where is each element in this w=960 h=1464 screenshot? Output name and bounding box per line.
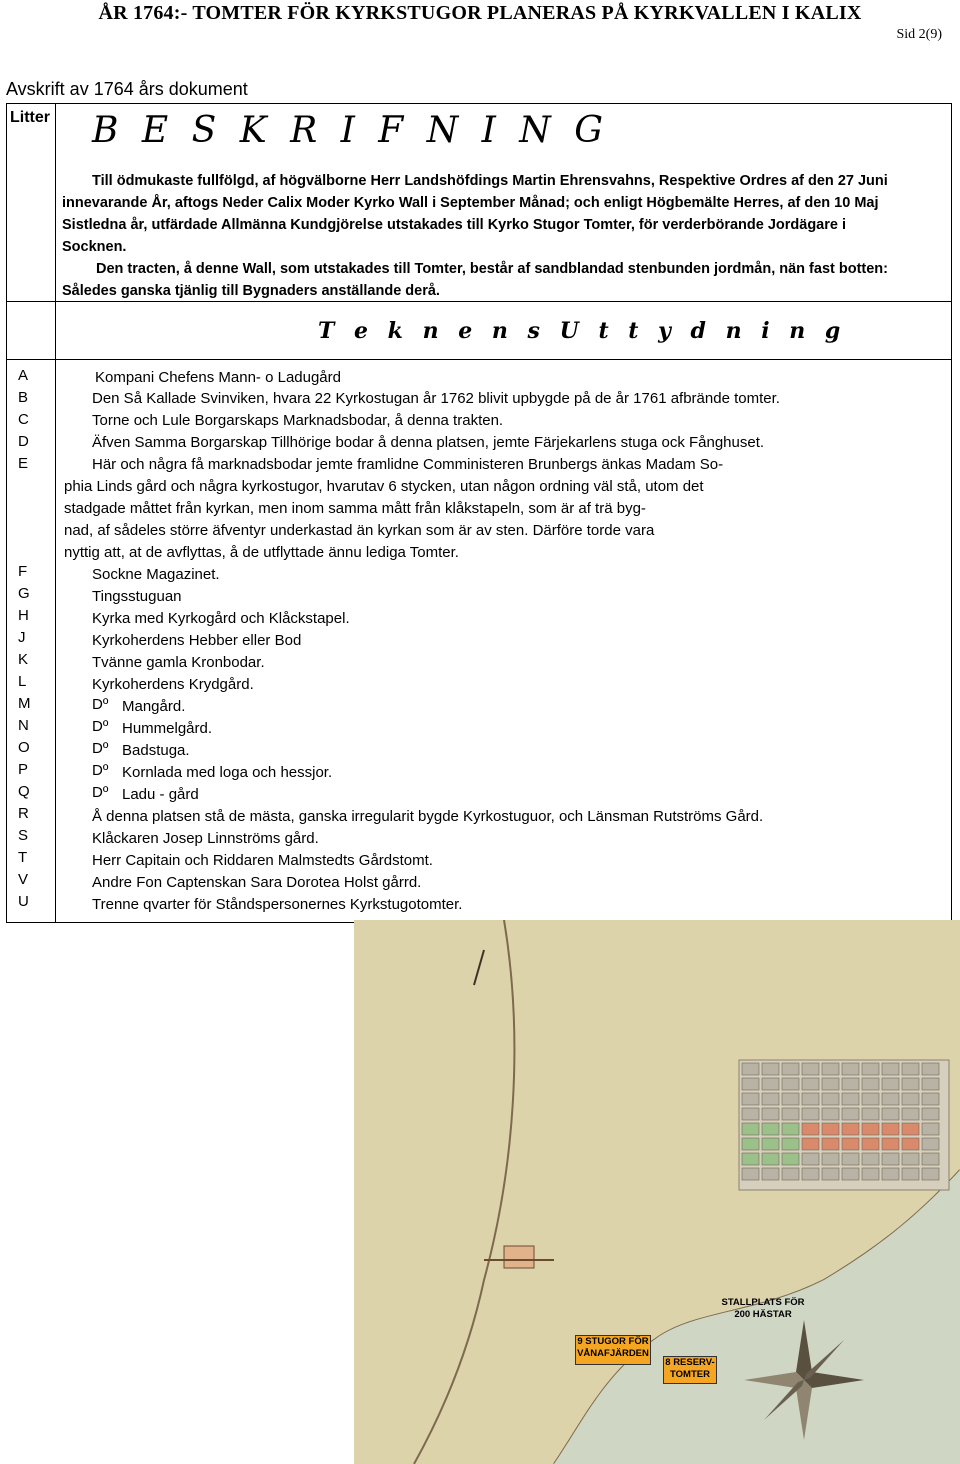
plot-cell bbox=[862, 1123, 879, 1135]
map-label-reserv bbox=[663, 1356, 717, 1384]
column-divider bbox=[55, 104, 56, 922]
litter-letter: E bbox=[18, 455, 29, 472]
plot-cell bbox=[882, 1063, 899, 1075]
entry-n: Hummelgård. bbox=[122, 720, 213, 737]
litter-letter: C bbox=[18, 411, 29, 428]
ditto-mark: Dº bbox=[92, 784, 109, 801]
plot-cell bbox=[762, 1138, 779, 1150]
plot-cell bbox=[862, 1063, 879, 1075]
entry-p: Kornlada med loga och hessjor. bbox=[122, 764, 333, 781]
label-line: VÅNAFJÄRDEN bbox=[577, 1348, 649, 1359]
intro-line: Den tracten, å denne Wall, som utstakades till Tomter, består af sandblandad stenbunden jordmån, nän fast botten: bbox=[96, 261, 888, 277]
entry-d: Äfven Samma Borgarskap Tillhörige bodar å denna platsen, jemte Färjekarlens stuga ock Fånghuset. bbox=[92, 434, 765, 451]
plot-cell bbox=[742, 1153, 759, 1165]
plot-cell bbox=[742, 1123, 759, 1135]
litter-letter: R bbox=[18, 805, 29, 822]
plot-cell bbox=[922, 1093, 939, 1105]
plot-cell bbox=[802, 1138, 819, 1150]
plot-cell bbox=[742, 1078, 759, 1090]
plot-cell bbox=[742, 1108, 759, 1120]
plot-cell bbox=[862, 1093, 879, 1105]
litter-letter: S bbox=[18, 827, 29, 844]
plot-cell bbox=[902, 1078, 919, 1090]
intro-line: Socknen. bbox=[62, 239, 127, 255]
litter-letter: O bbox=[18, 739, 30, 756]
plot-cell bbox=[842, 1138, 859, 1150]
label-line: 200 HÄSTAR bbox=[734, 1309, 792, 1320]
plot-cell bbox=[822, 1063, 839, 1075]
entry-e-continued: stadgade måttet från kyrkan, men inom samma mått från klåkstapeln, som är af trä byg- bbox=[64, 500, 646, 517]
entry-b: Den Så Kallade Svinviken, hvara 22 Kyrkostugan år 1762 blivit upbygde på de år 1761 afbrände tomter. bbox=[92, 390, 780, 407]
ditto-mark: Dº bbox=[92, 718, 109, 735]
entry-e-continued: phia Linds gård och några kyrkostugor, hvarutav 6 stycken, utan någon ordning väl stå, utom det bbox=[64, 478, 704, 495]
entry-l: Kyrkoherdens Krydgård. bbox=[92, 676, 254, 693]
entry-u: Trenne qvarter för Ståndspersonernes Kyrkstugotomter. bbox=[92, 896, 463, 913]
litter-letter: U bbox=[18, 893, 29, 910]
plot-cell bbox=[902, 1093, 919, 1105]
plot-cell bbox=[782, 1093, 799, 1105]
plot-cell bbox=[742, 1138, 759, 1150]
plot-cell bbox=[842, 1168, 859, 1180]
label-line: STALLPLATS FÖR bbox=[721, 1297, 805, 1308]
plot-cell bbox=[782, 1063, 799, 1075]
entry-f: Sockne Magazinet. bbox=[92, 566, 220, 583]
plot-cell bbox=[802, 1153, 819, 1165]
plot-cell bbox=[922, 1078, 939, 1090]
litter-letter: B bbox=[18, 389, 29, 406]
plot-cell bbox=[842, 1123, 859, 1135]
plot-cell bbox=[822, 1153, 839, 1165]
plot-cell bbox=[762, 1108, 779, 1120]
map-label-stallplats bbox=[721, 1297, 805, 1323]
entry-a: Kompani Chefens Mann- o Ladugård bbox=[95, 369, 341, 386]
entry-g: Tingsstuguan bbox=[92, 588, 182, 605]
document-subtitle: Avskrift av 1764 års dokument bbox=[6, 79, 248, 99]
plot-cell bbox=[862, 1153, 879, 1165]
plot-cell bbox=[902, 1108, 919, 1120]
plot-cell bbox=[902, 1123, 919, 1135]
entry-h: Kyrka med Kyrkogård och Klåckstapel. bbox=[92, 610, 350, 627]
litter-letter: M bbox=[18, 695, 31, 712]
plot-cell bbox=[822, 1138, 839, 1150]
intro-line: Sistledna år, utfärdade Allmänna Kundgjörelse utstakades till Kyrko Stugor Tomter, för verderbörande Jordägare i bbox=[62, 217, 846, 233]
plot-cell bbox=[762, 1063, 779, 1075]
beskrifning-heading: B E S K R I F N I N G bbox=[92, 110, 610, 151]
plot-cell bbox=[802, 1168, 819, 1180]
plot-cell bbox=[782, 1123, 799, 1135]
plot-cell bbox=[782, 1138, 799, 1150]
label-line: 8 RESERV- bbox=[665, 1357, 715, 1368]
entry-e-continued: nyttig att, at de avflyttas, å de utflyttade ännu lediga Tomter. bbox=[64, 544, 459, 561]
plot-cell bbox=[882, 1078, 899, 1090]
row-divider bbox=[7, 359, 951, 360]
plot-cell bbox=[782, 1153, 799, 1165]
entry-j: Kyrkoherdens Hebber eller Bod bbox=[92, 632, 302, 649]
plot-cell bbox=[842, 1153, 859, 1165]
entry-t: Herr Capitain och Riddaren Malmstedts Gårdstomt. bbox=[92, 852, 433, 869]
plot-cell bbox=[882, 1108, 899, 1120]
plot-cell bbox=[922, 1138, 939, 1150]
map-label-stugor bbox=[575, 1335, 651, 1365]
plot-cell bbox=[862, 1108, 879, 1120]
plot-cell bbox=[742, 1168, 759, 1180]
intro-line: Således ganska tjänlig till Bygnaders anställande derå. bbox=[62, 283, 440, 299]
plot-cell bbox=[842, 1063, 859, 1075]
label-line: TOMTER bbox=[670, 1369, 710, 1380]
plot-cell bbox=[862, 1168, 879, 1180]
intro-paragraph-1 bbox=[62, 170, 952, 258]
plot-cell bbox=[922, 1108, 939, 1120]
plot-cell bbox=[802, 1078, 819, 1090]
litter-letter: H bbox=[18, 607, 29, 624]
page-number: Sid 2(9) bbox=[896, 27, 942, 42]
plot-cell bbox=[802, 1108, 819, 1120]
litter-letter: V bbox=[18, 871, 29, 888]
plot-cell bbox=[762, 1078, 779, 1090]
plot-cell bbox=[762, 1168, 779, 1180]
entry-q: Ladu - gård bbox=[122, 786, 199, 803]
plot-cell bbox=[742, 1093, 759, 1105]
litter-letter: A bbox=[18, 367, 29, 384]
plot-cell bbox=[862, 1078, 879, 1090]
litter-letter: L bbox=[18, 673, 27, 690]
label-line: 9 STUGOR FÖR bbox=[577, 1336, 649, 1347]
teknens-uttydning-heading: T e k n e n s U t t y d n i n g bbox=[318, 318, 847, 344]
plot-cell bbox=[802, 1093, 819, 1105]
plot-cell bbox=[782, 1078, 799, 1090]
plot-cell bbox=[882, 1138, 899, 1150]
entry-c: Torne och Lule Borgarskaps Marknadsbodar, å denna trakten. bbox=[92, 412, 504, 429]
plot-cell bbox=[862, 1138, 879, 1150]
plot-cell bbox=[802, 1123, 819, 1135]
ditto-mark: Dº bbox=[92, 696, 109, 713]
ditto-mark: Dº bbox=[92, 762, 109, 779]
litter-letter: F bbox=[18, 563, 28, 580]
plot-cell bbox=[822, 1108, 839, 1120]
entry-v: Andre Fon Captenskan Sara Dorotea Holst gårrd. bbox=[92, 874, 422, 891]
intro-line: Till ödmukaste fullfölgd, af högvälborne Herr Landshöfdings Martin Ehrensvahns, Respektive Ordres af den 27 Juni bbox=[92, 173, 888, 189]
plot-cell bbox=[842, 1078, 859, 1090]
plot-cell bbox=[882, 1153, 899, 1165]
intro-paragraph-2 bbox=[62, 258, 952, 302]
plot-cell bbox=[762, 1123, 779, 1135]
litter-letter: N bbox=[18, 717, 29, 734]
plot-cell bbox=[922, 1153, 939, 1165]
plot-cell bbox=[922, 1168, 939, 1180]
plot-cell bbox=[822, 1123, 839, 1135]
entry-r: Å denna platsen stå de mästa, ganska irregularit bygde Kyrkostuguor, och Länsman Rutströms Gård. bbox=[92, 808, 764, 825]
plot-cell bbox=[762, 1093, 779, 1105]
plot-cell bbox=[902, 1153, 919, 1165]
litter-letter: T bbox=[18, 849, 28, 866]
entry-e: Här och några få marknadsbodar jemte framlidne Comministeren Brunbergs änkas Madam So- bbox=[92, 456, 724, 473]
intro-line: innevarande År, aftogs Neder Calix Moder Kyrko Wall i September Månad; och enligt Högbemälte Herres, af den 10 Maj bbox=[62, 195, 879, 211]
plot-cell bbox=[922, 1063, 939, 1075]
plot-cell bbox=[782, 1168, 799, 1180]
plot-cell bbox=[822, 1168, 839, 1180]
litter-letter: Q bbox=[18, 783, 30, 800]
historical-map bbox=[354, 920, 960, 1464]
ditto-mark: Dº bbox=[92, 740, 109, 757]
plot-cell bbox=[802, 1063, 819, 1075]
plot-cell bbox=[762, 1153, 779, 1165]
document-title: ÅR 1764:- TOMTER FÖR KYRKSTUGOR PLANERAS PÅ KYRKVALLEN I KALIX bbox=[98, 2, 862, 24]
plot-cell bbox=[822, 1093, 839, 1105]
plot-cell bbox=[782, 1108, 799, 1120]
plot-cell bbox=[882, 1123, 899, 1135]
entry-o: Badstuga. bbox=[122, 742, 190, 759]
plot-cell bbox=[842, 1093, 859, 1105]
entry-m: Mangård. bbox=[122, 698, 186, 715]
plot-cell bbox=[842, 1108, 859, 1120]
plot-cell bbox=[902, 1063, 919, 1075]
plot-cell bbox=[882, 1093, 899, 1105]
plot-cell bbox=[922, 1123, 939, 1135]
entry-k: Tvänne gamla Kronbodar. bbox=[92, 654, 265, 671]
entry-e-continued: nad, af sådeles större äfventyr underkastad än kyrkan som är av sten. Därföre torde vara bbox=[64, 522, 655, 539]
plot-cell bbox=[882, 1168, 899, 1180]
litter-letter: P bbox=[18, 761, 29, 778]
litter-letter: G bbox=[18, 585, 30, 602]
plot-cell bbox=[902, 1138, 919, 1150]
litter-label: Litter bbox=[10, 109, 50, 126]
litter-letter: J bbox=[18, 629, 26, 646]
plot-cell bbox=[742, 1063, 759, 1075]
plot-cell bbox=[822, 1078, 839, 1090]
litter-letter: K bbox=[18, 651, 29, 668]
litter-letter: D bbox=[18, 433, 29, 450]
plot-cell bbox=[902, 1168, 919, 1180]
entry-s: Klåckaren Josep Linnströms gård. bbox=[92, 830, 319, 847]
